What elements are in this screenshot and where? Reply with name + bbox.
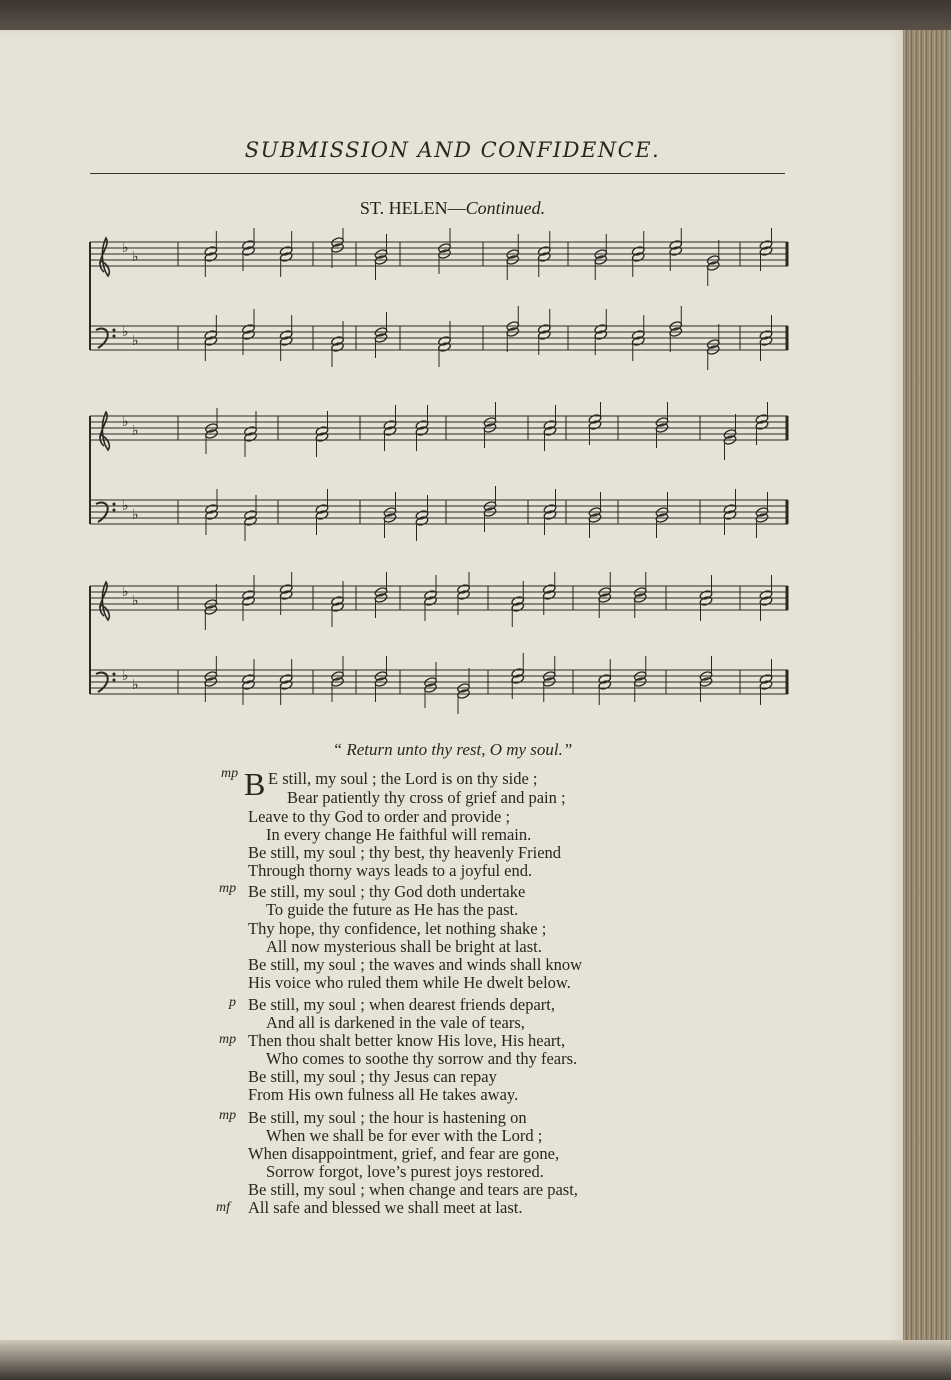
note-head xyxy=(755,414,769,425)
verse-line: Be still, my soul ; the hour is hastening on xyxy=(248,1108,527,1127)
note-head xyxy=(759,596,773,607)
flat-sign: ♭ xyxy=(132,423,139,439)
note-head xyxy=(542,584,556,595)
dynamic-mark: mp xyxy=(219,881,237,896)
tune-name: ST. HELEN— xyxy=(359,198,466,218)
note-head xyxy=(242,674,256,685)
note-head xyxy=(279,680,293,691)
note-head xyxy=(669,246,683,257)
bass-clef-dot xyxy=(113,329,116,332)
note-head xyxy=(315,510,329,521)
note-head xyxy=(537,246,551,257)
verse-line: Be still, my soul ; thy best, thy heavenly Friend xyxy=(248,843,562,862)
note-head xyxy=(759,680,773,691)
verse-line: Who comes to soothe thy sorrow and thy fears. xyxy=(266,1049,578,1068)
flat-sign: ♭ xyxy=(122,498,129,514)
note-head xyxy=(242,246,256,257)
note-head xyxy=(242,240,256,251)
verse-line: Through thorny ways leads to a joyful end. xyxy=(248,861,533,880)
note-head xyxy=(244,510,258,521)
note-head xyxy=(415,420,429,431)
note-head xyxy=(205,510,219,521)
dynamic-mark: mp xyxy=(219,1032,237,1047)
verse-line: His voice who ruled them while He dwelt below. xyxy=(248,973,571,992)
flat-sign: ♭ xyxy=(132,593,139,609)
flat-sign: ♭ xyxy=(122,414,129,430)
note-head xyxy=(315,426,329,437)
note-head xyxy=(631,330,645,341)
note-head xyxy=(594,324,608,335)
verse-line: Be still, my soul ; thy Jesus can repay xyxy=(248,1067,497,1086)
note-head xyxy=(331,336,345,347)
note-head xyxy=(415,516,429,527)
dynamic-mark: p xyxy=(229,995,236,1010)
note-head xyxy=(279,590,293,601)
note-head xyxy=(588,414,602,425)
note-head xyxy=(244,432,258,443)
note-head xyxy=(415,426,429,437)
note-head xyxy=(631,252,645,263)
note-head xyxy=(315,504,329,515)
note-head xyxy=(457,590,471,601)
note-head xyxy=(631,336,645,347)
note-head xyxy=(438,336,452,347)
note-head xyxy=(759,246,773,257)
flat-sign: ♭ xyxy=(122,584,129,600)
tune-title xyxy=(0,198,905,219)
note-head xyxy=(279,584,293,595)
treble-clef xyxy=(100,582,110,620)
note-head xyxy=(204,246,218,257)
verse-line: Be still, my soul ; when change and tears are past, xyxy=(248,1180,578,1199)
flat-sign: ♭ xyxy=(122,324,129,340)
note-head xyxy=(279,330,293,341)
note-head xyxy=(511,596,525,607)
note-head xyxy=(511,668,525,679)
bass-clef-dot xyxy=(113,673,116,676)
note-head xyxy=(759,590,773,601)
note-head xyxy=(537,324,551,335)
note-head xyxy=(424,590,438,601)
note-head xyxy=(279,336,293,347)
note-head xyxy=(242,590,256,601)
note-head xyxy=(204,336,218,347)
music-system-3 xyxy=(88,572,790,732)
dynamic-mark: mf xyxy=(216,1200,230,1215)
flat-sign: ♭ xyxy=(132,677,139,693)
verse-line: Be still, my soul ; when dearest friends depart, xyxy=(248,995,556,1014)
verse-line: When disappointment, grief, and fear are gone, xyxy=(248,1144,560,1163)
verse-line: And all is darkened in the vale of tears, xyxy=(266,1013,525,1032)
note-head xyxy=(723,510,737,521)
music-system-1 xyxy=(88,228,790,388)
note-head xyxy=(279,674,293,685)
note-head xyxy=(315,432,329,443)
note-head xyxy=(383,426,397,437)
note-head xyxy=(669,240,683,251)
verse-line: From His own fulness all He takes away. xyxy=(248,1085,519,1104)
note-head xyxy=(511,602,525,613)
bass-clef-dot xyxy=(113,335,116,338)
verse-line: All safe and blessed we shall meet at last. xyxy=(248,1198,523,1217)
note-head xyxy=(723,504,737,515)
note-head xyxy=(242,680,256,691)
note-head xyxy=(598,674,612,685)
tune-suffix: Continued. xyxy=(465,198,546,218)
verse-line: Be still, my soul ; thy God doth undertake xyxy=(248,882,526,901)
verse-line: E still, my soul ; the Lord is on thy side ; xyxy=(268,769,538,788)
note-head xyxy=(331,602,345,613)
note-head xyxy=(542,590,556,601)
note-head xyxy=(242,330,256,341)
note-head xyxy=(594,330,608,341)
verse-line: When we shall be for ever with the Lord ; xyxy=(266,1126,543,1145)
note-head xyxy=(457,584,471,595)
dynamic-mark: mp xyxy=(221,766,239,781)
note-head xyxy=(205,504,219,515)
note-head xyxy=(242,596,256,607)
note-head xyxy=(631,246,645,257)
treble-clef xyxy=(100,412,110,450)
note-head xyxy=(279,252,293,263)
flat-sign: ♭ xyxy=(132,507,139,523)
note-head xyxy=(543,426,557,437)
flat-sign: ♭ xyxy=(122,668,129,684)
running-head: SUBMISSION AND CONFIDENCE. xyxy=(244,138,661,162)
music-system-2 xyxy=(88,402,790,562)
note-head xyxy=(204,330,218,341)
dynamic-mark: mp xyxy=(219,1108,237,1123)
verse-line: Then thou shalt better know His love, His heart, xyxy=(248,1031,566,1050)
bass-clef-dot xyxy=(113,679,116,682)
verse-line: Bear patiently thy cross of grief and pain ; xyxy=(287,788,566,807)
note-head xyxy=(588,420,602,431)
note-head xyxy=(438,342,452,353)
verse-line: To guide the future as He has the past. xyxy=(266,900,519,919)
note-head xyxy=(424,596,438,607)
note-head xyxy=(537,252,551,263)
flat-sign: ♭ xyxy=(132,249,139,265)
note-head xyxy=(537,330,551,341)
verse-line: In every change He faithful will remain. xyxy=(266,825,532,844)
drop-cap: B xyxy=(244,766,266,802)
note-head xyxy=(244,516,258,527)
note-head xyxy=(511,674,525,685)
bass-clef-dot xyxy=(113,503,116,506)
note-head xyxy=(598,680,612,691)
note-head xyxy=(759,336,773,347)
bass-clef-dot xyxy=(113,509,116,512)
book-bottom-edge xyxy=(0,1340,951,1380)
verse-line: Leave to thy God to order and provide ; xyxy=(248,807,511,826)
note-head xyxy=(755,420,769,431)
verse-line: Be still, my soul ; the waves and winds shall know xyxy=(248,955,583,974)
note-head xyxy=(279,246,293,257)
note-head xyxy=(699,590,713,601)
treble-clef xyxy=(100,238,110,276)
flat-sign: ♭ xyxy=(122,240,129,256)
note-head xyxy=(543,420,557,431)
head-rule xyxy=(90,173,785,174)
note-head xyxy=(204,252,218,263)
flat-sign: ♭ xyxy=(132,333,139,349)
note-head xyxy=(331,342,345,353)
note-head xyxy=(415,510,429,521)
note-head xyxy=(543,504,557,515)
note-head xyxy=(244,426,258,437)
note-head xyxy=(383,420,397,431)
page-edges xyxy=(903,30,951,1340)
verse-line: All now mysterious shall be bright at last. xyxy=(266,937,542,956)
note-head xyxy=(331,596,345,607)
note-head xyxy=(242,324,256,335)
note-head xyxy=(543,510,557,521)
verse-line: Thy hope, thy confidence, let nothing shake ; xyxy=(248,919,547,938)
note-head xyxy=(699,596,713,607)
verse-line: Sorrow forgot, love’s purest joys restored. xyxy=(266,1162,544,1181)
note-head xyxy=(759,674,773,685)
note-head xyxy=(759,330,773,341)
hymn-motto: “ Return unto thy rest, O my soul.” xyxy=(332,740,573,759)
note-head xyxy=(759,240,773,251)
